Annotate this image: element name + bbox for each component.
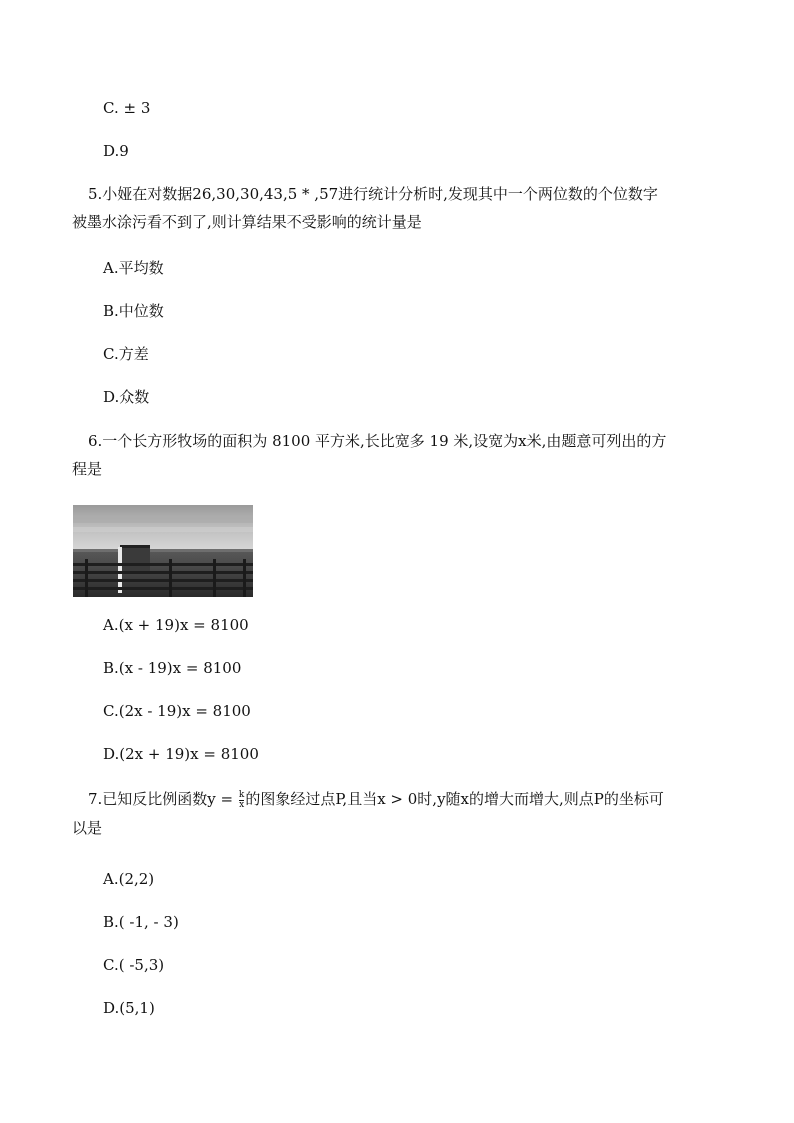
- option-5c: C.方差: [103, 345, 149, 363]
- question-7-line2: 以是: [72, 818, 103, 837]
- question-6-line1: 6.一个长方形牧场的面积为 8100 平方米,长比宽多 19 米,设宽为x米,由题意可列出的方: [88, 432, 667, 450]
- option-6d: D.(2x + 19)x = 8100: [103, 745, 259, 763]
- question-7: [72, 789, 728, 838]
- option-7c: C.( -5,3): [103, 956, 165, 974]
- question-7-pre: 7.已知反比例函数y =: [88, 790, 238, 808]
- question-5-line1: 5.小娅在对数据26,30,30,43,5 * ,57进行统计分析时,发现其中一个两位数的个位数字: [88, 185, 658, 203]
- pasture-photo: [73, 505, 253, 597]
- question-7-post: 的图象经过点P,且当x > 0时,y随x的增大而增大,则点P的坐标可: [245, 790, 664, 808]
- fraction-k-over-x: [239, 791, 244, 810]
- option-6c: C.(2x - 19)x = 8100: [103, 702, 251, 720]
- question-6-line2: 程是: [72, 460, 103, 478]
- option-6a: A.(x + 19)x = 8100: [103, 616, 249, 634]
- option-7d: D.(5,1): [103, 999, 155, 1017]
- question-5-line2: 被墨水涂污看不到了,则计算结果不受影响的统计量是: [72, 213, 422, 231]
- option-5a: A.平均数: [103, 259, 164, 277]
- option-5d: D.众数: [103, 388, 150, 406]
- fraction-denominator: x: [239, 799, 245, 810]
- option-5b: B.中位数: [103, 302, 164, 320]
- fraction-numerator: k: [238, 789, 245, 800]
- question-5: [72, 184, 728, 232]
- option-4d: D.9: [103, 142, 129, 160]
- option-7a: A.(2,2): [103, 870, 155, 888]
- question-6: [72, 431, 728, 479]
- option-7b: B.( -1, - 3): [103, 913, 179, 931]
- option-4c: C. ± 3: [103, 99, 151, 117]
- option-6b: B.(x - 19)x = 8100: [103, 659, 242, 677]
